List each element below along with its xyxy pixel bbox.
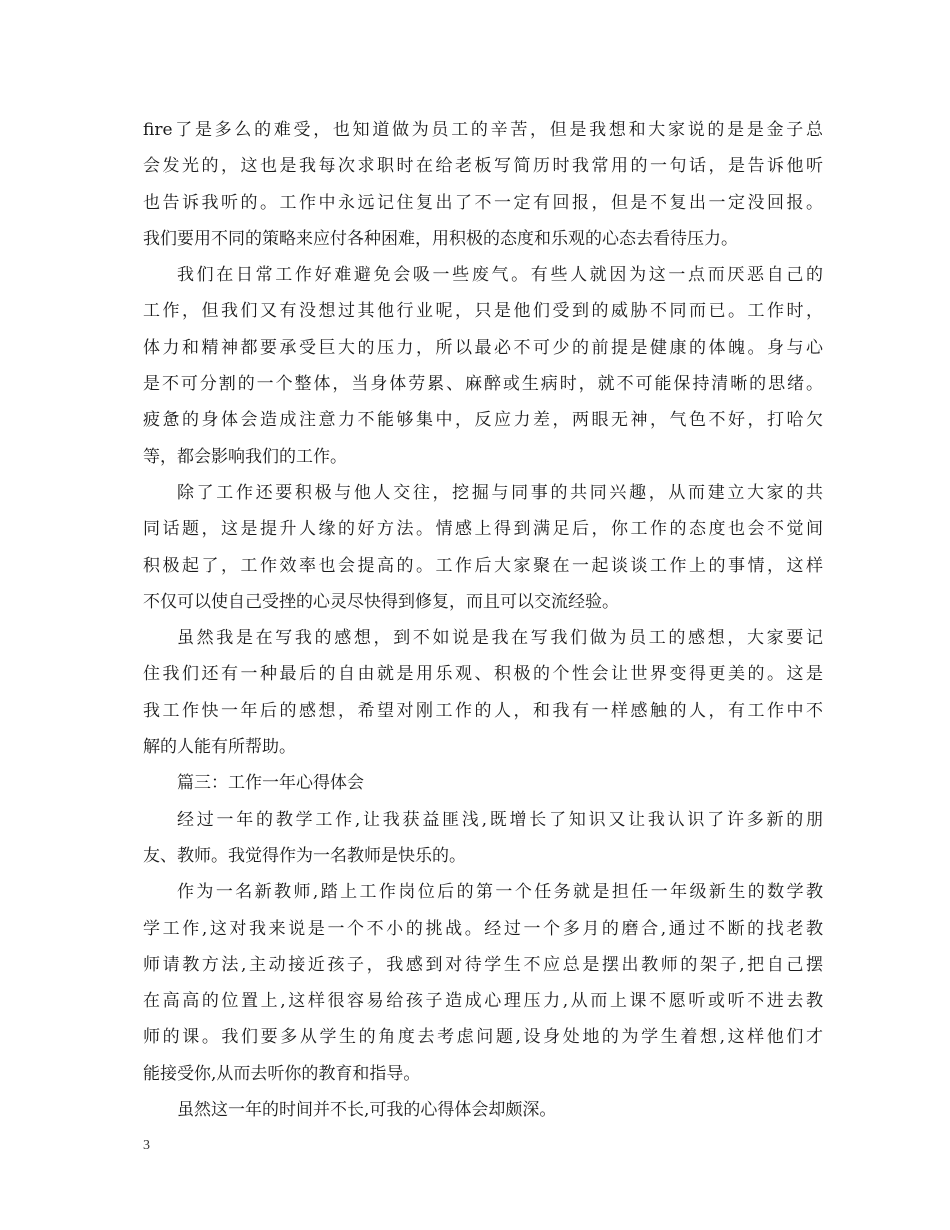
page-number: 3 (143, 1138, 150, 1153)
text-line: 经过一年的教学工作,让我获益匪浅,既增长了知识又让我认识了许多新的朋 (177, 809, 823, 830)
text-line: 我们在日常工作好难避免会吸一些废气。有些人就因为这一点而厌恶自己的 (177, 265, 823, 286)
text-line: 积极起了，工作效率也会提高的。工作后大家聚在一起谈谈工作上的事情，这样 (143, 555, 823, 576)
document-body (143, 112, 823, 1128)
text-line: 解的人能有所帮助。 (143, 737, 296, 758)
text-line: 师请教方法,主动接近孩子，我感到对待学生不应总是摆出教师的架子,把自己摆 (143, 954, 823, 975)
text-line: 作为一名新教师,踏上工作岗位后的第一个任务就是担任一年级新生的数学教 (177, 882, 823, 903)
text-line: 也告诉我听的。工作中永远记住复出了不一定有回报，但是不复出一定没回报。 (143, 192, 823, 213)
text-line: 在高高的位置上,这样很容易给孩子造成心理压力,从而上课不愿听或听不进去教 (143, 991, 823, 1012)
text-line: 是不可分割的一个整体，当身体劳累、麻醉或生病时，就不可能保持清晰的思绪。 (143, 374, 823, 395)
text-line: 会发光的，这也是我每次求职时在给老板写简历时我常用的一句话，是告诉他听 (143, 156, 823, 177)
text-line: 体力和精神都要承受巨大的压力，所以最必不可少的前提是健康的体魄。身与心 (143, 337, 823, 358)
text-line: 虽然我是在写我的感想，到不如说是我在写我们做为员工的感想，大家要记 (177, 628, 823, 649)
text-line: 我们要用不同的策略来应付各种困难，用积极的态度和乐观的心态去看待压力。 (143, 228, 738, 249)
text-line: 等，都会影响我们的工作。 (143, 446, 347, 467)
text-line: 友、教师。我觉得作为一名教师是快乐的。 (143, 845, 466, 866)
text-line: 虽然这一年的时间并不长,可我的心得体会却颇深。 (177, 1100, 557, 1121)
text-line: 工作，但我们又有没想过其他行业呢，只是他们受到的威胁不同而已。工作时， (143, 301, 823, 322)
text-line: 能接受你,从而去听你的教育和指导。 (143, 1063, 421, 1084)
text-line: 学工作,这对我来说是一个不小的挑战。经过一个多月的磨合,通过不断的找老教 (143, 918, 823, 939)
text-line: 同话题，这是提升人缘的好方法。情感上得到满足后，你工作的态度也会不觉间 (143, 519, 823, 540)
text-line: 住我们还有一种最后的自由就是用乐观、积极的个性会让世界变得更美的。这是 (143, 664, 823, 685)
text-line: 篇三：工作一年心得体会 (177, 773, 364, 794)
text-line: 疲惫的身体会造成注意力不能够集中，反应力差，两眼无神，气色不好，打哈欠 (143, 410, 823, 431)
text-line: 不仅可以使自己受挫的心灵尽快得到修复，而且可以交流经验。 (143, 591, 619, 612)
text-line: 师的课。我们要多从学生的角度去考虑问题,设身处地的为学生着想,这样他们才 (143, 1027, 823, 1048)
text-line: fire了是多么的难受，也知道做为员工的辛苦，但是我想和大家说的是是金子总 (143, 120, 823, 140)
text-line: 除了工作还要积极与他人交往，挖掘与同事的共同兴趣，从而建立大家的共 (177, 482, 823, 503)
text-line: 我工作快一年后的感想，希望对刚工作的人，和我有一样感触的人，有工作中不 (143, 700, 823, 721)
